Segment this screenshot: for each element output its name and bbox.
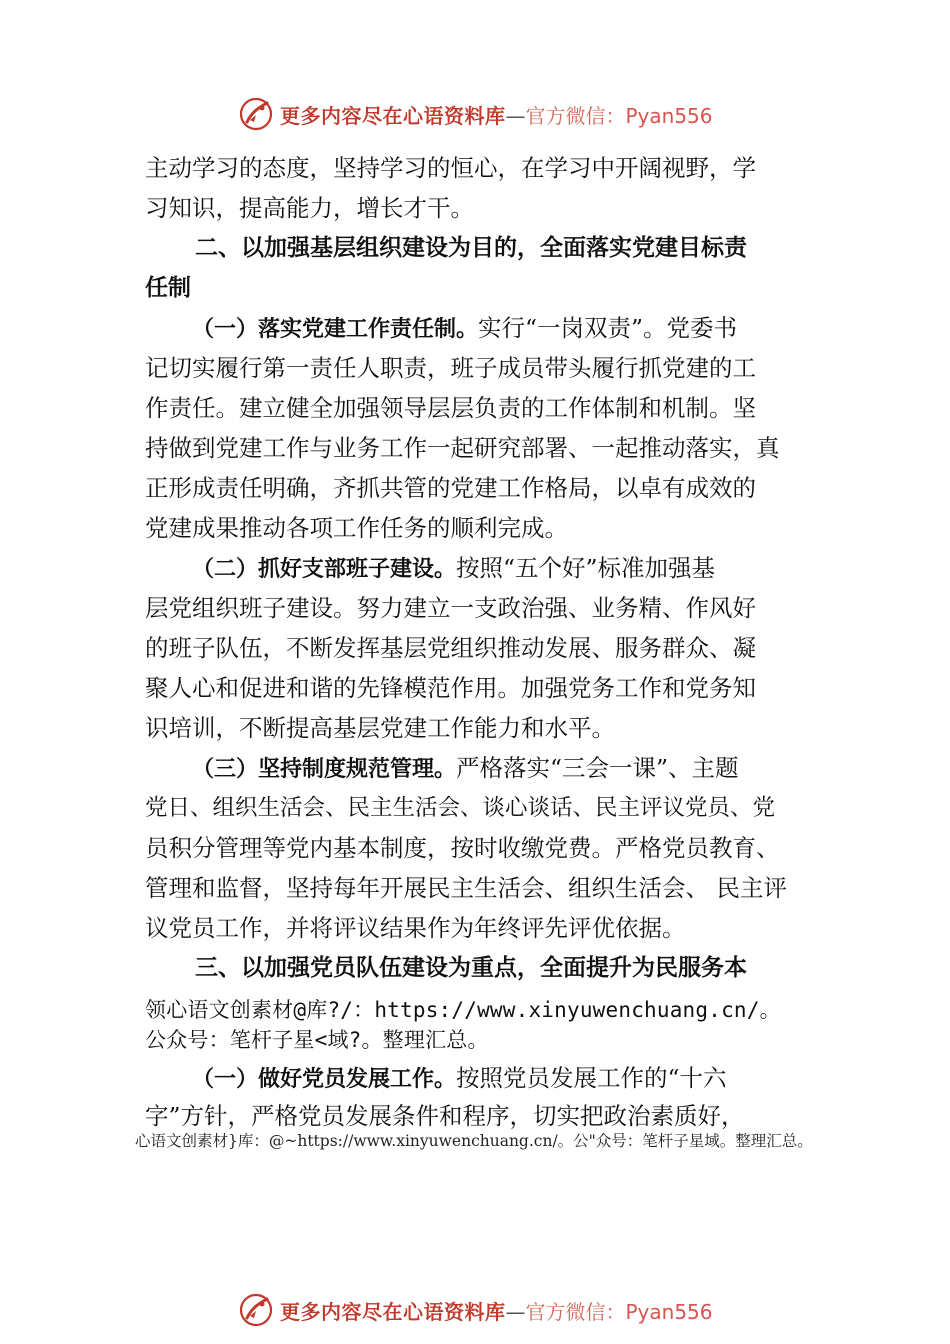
footer-banner bbox=[0, 1290, 950, 1330]
banner-wechat-id: Pyan556 bbox=[625, 1300, 713, 1324]
body-line: 习知识，提高能力，增长才干。 bbox=[145, 194, 474, 222]
body-line: 议党员工作，并将评议结果作为年终评先评优依据。 bbox=[145, 914, 686, 942]
subsection-2-first-line bbox=[192, 553, 715, 585]
body-line: 按照党员发展工作的“十六 bbox=[456, 1064, 727, 1092]
inline-watermark-line: 领心语文创素材@库?/：https://www.xinyuwenchuang.cn/。 bbox=[145, 998, 781, 1022]
section-heading-2: 二、以加强基层组织建设为目的，全面落实党建目标责 bbox=[195, 235, 747, 261]
body-line: 主动学习的态度，坚持学习的恒心，在学习中开阔视野，学 bbox=[145, 154, 756, 182]
body-line: 实行“一岗双责”。党委书 bbox=[478, 314, 738, 342]
body-line: 持做到党建工作与业务工作一起研究部署、一起推动落实，真 bbox=[145, 434, 780, 462]
banner-brand: 更多内容尽在心语资料库 bbox=[280, 1300, 506, 1324]
body-line: 正形成责任明确，齐抓共管的党建工作格局，以卓有成效的 bbox=[145, 474, 756, 502]
subsection-4-lead: （一）做好党员发展工作。 bbox=[192, 1067, 457, 1092]
brand-logo-icon bbox=[238, 1292, 274, 1328]
footer-watermark: 心语文创素材}库：@~https://www.xinyuwenchuang.cn/。公"众号：笔杆子星域。整理汇总。 bbox=[135, 1132, 813, 1150]
body-line: 记切实履行第一责任人职责，班子成员带头履行抓党建的工 bbox=[145, 354, 756, 382]
banner-separator: — bbox=[505, 1300, 526, 1324]
body-line: 作责任。建立健全加强领导层层负责的工作体制和机制。坚 bbox=[145, 394, 756, 422]
body-line: 按照“五个好”标准加强基 bbox=[456, 554, 716, 582]
body-line: 党建成果推动各项工作任务的顺利完成。 bbox=[145, 514, 568, 542]
subsection-3-first-line bbox=[192, 753, 739, 785]
subsection-1-first-line bbox=[192, 313, 737, 345]
body-line: 严格落实“三会一课”、主题 bbox=[456, 754, 739, 782]
subsection-4-first-line bbox=[192, 1063, 727, 1095]
body-line: 党日、组织生活会、民主生活会、谈心谈话、民主评议党员、党 bbox=[145, 795, 776, 821]
brand-logo-icon bbox=[238, 96, 274, 132]
header-banner bbox=[0, 94, 950, 134]
subsection-3-lead: （三）坚持制度规范管理。 bbox=[192, 757, 457, 782]
body-line: 员积分管理等党内基本制度，按时收缴党费。严格党员教育、 bbox=[145, 834, 780, 862]
banner-wechat-id: Pyan556 bbox=[625, 104, 713, 128]
body-line: 层党组织班子建设。努力建立一支政治强、业务精、作风好 bbox=[145, 594, 756, 622]
body-line: 管理和监督，坚持每年开展民主生活会、组织生活会、 民主评 bbox=[145, 874, 787, 902]
banner-wechat-label: 官方微信： bbox=[525, 1300, 626, 1324]
body-line: 聚人心和促进和谐的先锋模范作用。加强党务工作和党务知 bbox=[145, 674, 756, 702]
inline-watermark-line: 公众号：笔杆子星<域?。整理汇总。 bbox=[145, 1028, 489, 1052]
subsection-1-lead: （一）落实党建工作责任制。 bbox=[192, 317, 479, 342]
body-line: 字”方针，严格党员发展条件和程序，切实把政治素质好， bbox=[145, 1102, 745, 1130]
body-line: 的班子队伍，不断发挥基层党组织推动发展、服务群众、凝 bbox=[145, 634, 756, 662]
banner-brand: 更多内容尽在心语资料库 bbox=[280, 104, 506, 128]
subsection-2-lead: （二）抓好支部班子建设。 bbox=[192, 557, 457, 582]
banner-wechat-label: 官方微信： bbox=[525, 104, 626, 128]
section-heading-3: 三、以加强党员队伍建设为重点，全面提升为民服务本 bbox=[195, 955, 747, 981]
section-heading-2-cont: 任制 bbox=[145, 275, 191, 301]
banner-separator: — bbox=[505, 104, 526, 128]
body-line: 识培训，不断提高基层党建工作能力和水平。 bbox=[145, 714, 615, 742]
